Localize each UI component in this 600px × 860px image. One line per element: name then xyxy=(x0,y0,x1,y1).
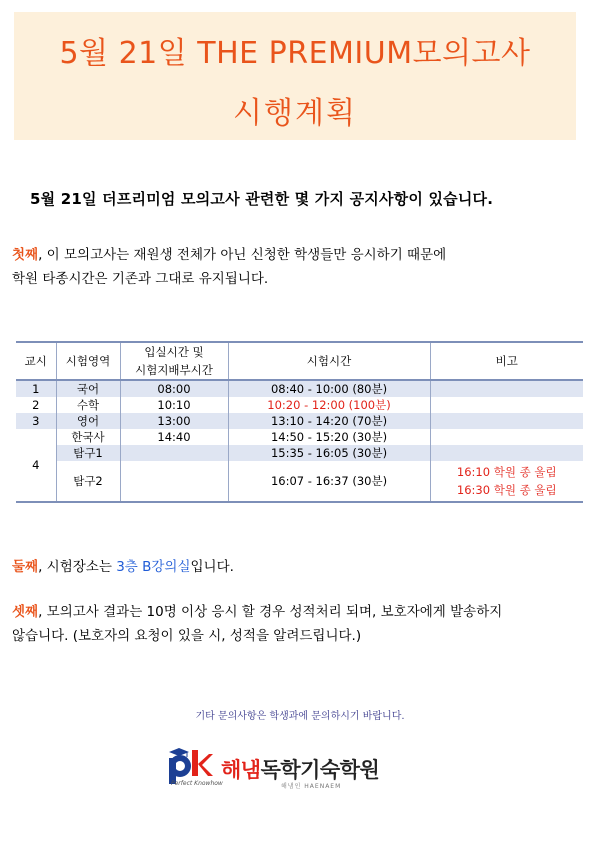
header-exam-time: 시험시간 xyxy=(228,342,430,380)
academy-logo xyxy=(163,746,423,794)
logo-subtitle: 해냄인 HAENAEM xyxy=(281,783,342,790)
row-exam-time: 10:20 - 12:00 (100분) xyxy=(228,397,430,413)
second-text-post: 입니다. xyxy=(190,559,234,575)
header-entry-time: 입실시간 및 시험지배부시간 xyxy=(120,342,228,380)
row-subject: 수학 xyxy=(56,397,120,413)
row-entry-time xyxy=(120,445,228,461)
row-remark xyxy=(430,461,583,502)
second-ordinal: 둘째 xyxy=(12,559,39,575)
row-remark xyxy=(430,397,583,413)
row-exam-time: 16:07 - 16:37 (30분) xyxy=(228,461,430,502)
exam-schedule-table xyxy=(16,341,583,503)
table-header-row xyxy=(16,342,583,380)
remark-line-1: 16:10 학원 종 울림 xyxy=(456,465,557,479)
table-row xyxy=(16,445,583,461)
second-notice xyxy=(12,555,234,579)
row-exam-time: 15:35 - 16:05 (30분) xyxy=(228,445,430,461)
table-row xyxy=(16,397,583,413)
title-line-1: 5월 21일 THE PREMIUM모의고사 xyxy=(59,36,531,71)
first-ordinal: 첫째 xyxy=(12,247,39,263)
row-remark xyxy=(430,413,583,429)
third-ordinal: 셋째 xyxy=(12,604,39,620)
row-entry-time: 13:00 xyxy=(120,413,228,429)
first-notice xyxy=(12,243,446,291)
row-entry-time: 08:00 xyxy=(120,380,228,397)
footer-note: 기타 문의사항은 학생과에 문의하시기 바랍니다. xyxy=(195,711,405,722)
third-line-2: 않습니다. (보호자의 요청이 있을 시, 성적을 알려드립니다.) xyxy=(12,628,362,644)
row-subject: 탐구2 xyxy=(56,461,120,502)
table-row xyxy=(16,380,583,397)
header-subject-area: 시험영역 xyxy=(56,342,120,380)
row-exam-time: 13:10 - 14:20 (70분) xyxy=(228,413,430,429)
title-banner xyxy=(14,12,576,140)
header-period: 교시 xyxy=(16,342,56,380)
academy-name xyxy=(221,754,379,784)
third-notice xyxy=(12,600,502,648)
row-period: 4 xyxy=(16,429,56,502)
row-remark xyxy=(430,380,583,397)
row-period: 1 xyxy=(16,380,56,397)
row-subject: 한국사 xyxy=(56,429,120,445)
academy-name-rest: 독학기숙학원 xyxy=(260,758,380,782)
row-entry-time: 10:10 xyxy=(120,397,228,413)
table-row xyxy=(16,429,583,445)
table-row xyxy=(16,413,583,429)
table-row xyxy=(16,461,583,502)
row-subject: 국어 xyxy=(56,380,120,397)
title-line-2: 시행계획 xyxy=(233,96,357,131)
remark-line-2: 16:30 학원 종 울림 xyxy=(456,483,557,497)
row-entry-time: 14:40 xyxy=(120,429,228,445)
header-remarks: 비고 xyxy=(430,342,583,380)
academy-name-highlight: 해냄 xyxy=(221,758,261,782)
second-text-pre: , 시험장소는 xyxy=(38,559,117,575)
first-line-1: , 이 모의고사는 재원생 전체가 아닌 신청한 학생들만 응시하기 때문에 xyxy=(38,247,447,263)
first-line-2: 학원 타종시간은 기존과 그대로 유지됩니다. xyxy=(12,271,269,287)
row-subject: 영어 xyxy=(56,413,120,429)
row-remark xyxy=(430,429,583,445)
logo-tagline: Perfect Knowhow xyxy=(171,780,223,787)
row-exam-time: 08:40 - 10:00 (80분) xyxy=(228,380,430,397)
row-period: 3 xyxy=(16,413,56,429)
third-line-1: , 모의고사 결과는 10명 이상 응시 할 경우 성적처리 되며, 보호자에게 발송하지 xyxy=(38,604,503,620)
exam-room: 3층 B강의실 xyxy=(116,559,191,575)
row-exam-time: 14:50 - 15:20 (30분) xyxy=(228,429,430,445)
row-remark xyxy=(430,445,583,461)
notice-heading: 5월 21일 더프리미엄 모의고사 관련한 몇 가지 공지사항이 있습니다. xyxy=(30,190,494,208)
row-period: 2 xyxy=(16,397,56,413)
row-entry-time xyxy=(120,461,228,502)
row-subject: 탐구1 xyxy=(56,445,120,461)
